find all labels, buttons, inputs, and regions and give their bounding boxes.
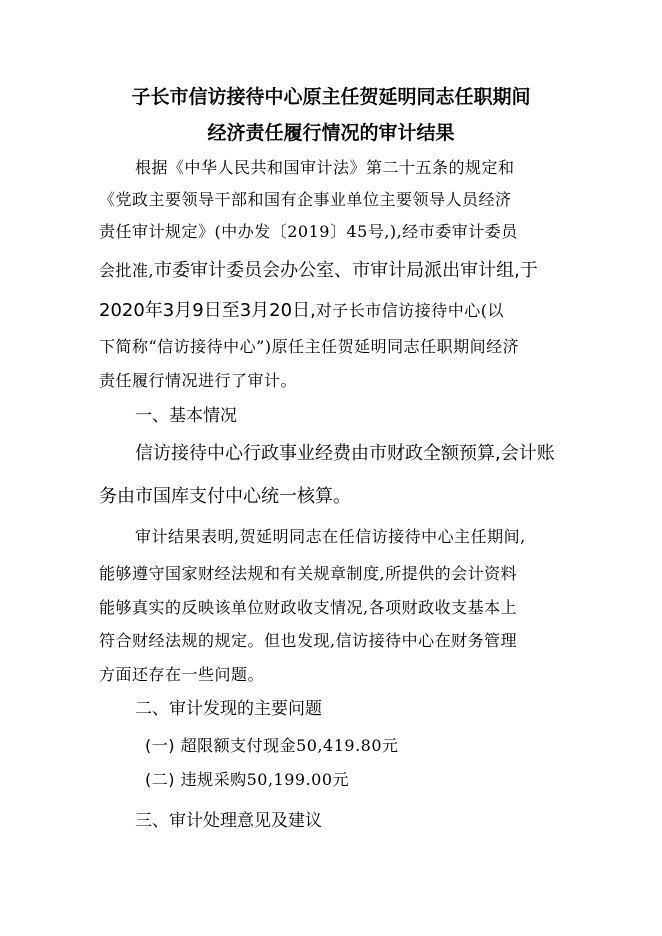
result-line-2: 能够遵守国家财经法规和有关规章制度,所提供的会计资料 — [99, 564, 518, 583]
section-2-item-2-text: 违规采购50,199.00元 — [180, 770, 350, 789]
intro-line-2: 《党政主要领导干部和国有企事业单位主要领导人员经济 — [99, 190, 512, 209]
intro-line-5-part-a: 2020年3月9日至3月20日, — [99, 300, 316, 321]
intro-line-7: 责任履行情况进行了审计。 — [99, 371, 298, 390]
intro-line-4 — [99, 256, 538, 282]
section-2-item-1-number: (一) — [145, 736, 175, 755]
section-1-paragraph-line-2: 务由市国库支付中心统一核算。 — [99, 486, 351, 507]
section-3-heading: 三、审计处理意见及建议 — [135, 811, 322, 831]
document-title-line-1: 子长市信访接待中心原主任贺延明同志任职期间 — [131, 86, 531, 108]
section-2-item-1-text: 超限额支付现金50,419.80元 — [180, 736, 399, 755]
intro-line-5 — [99, 296, 504, 322]
document-title-line-2: 经济责任履行情况的审计结果 — [207, 122, 455, 144]
result-line-5: 方面还存在一些问题。 — [99, 665, 265, 684]
section-1-paragraph-line-1: 信访接待中心行政事业经费由市财政全额预算,会计账 — [135, 443, 555, 464]
intro-line-4-part-a: 会批准, — [99, 261, 155, 280]
intro-line-4-part-b: 市委审计委员会办公室、市审计局派出审计组,于 — [154, 260, 538, 281]
intro-line-3: 责任审计规定》(中办发〔2019〕45号,),经市委审计委员 — [99, 222, 518, 241]
section-2-item-1 — [145, 733, 399, 756]
intro-line-6: 下简称“信访接待中心”)原任主任贺延明同志任职期间经济 — [99, 337, 520, 356]
section-2-heading: 二、审计发现的主要问题 — [135, 699, 322, 719]
result-line-3: 能够真实的反映该单位财政收支情况,各项财政收支基本上 — [99, 598, 518, 617]
intro-line-5-part-b: 对子长市信访接待中心(以 — [315, 301, 505, 320]
result-line-4: 符合财经法规的规定。但也发现,信访接待中心在财务管理 — [99, 631, 518, 650]
section-1-heading: 一、基本情况 — [135, 406, 237, 426]
intro-line-1: 根据《中华人民共和国审计法》第二十五条的规定和 — [135, 158, 515, 177]
section-2-item-2 — [145, 767, 349, 790]
result-line-1: 审计结果表明,贺延明同志在任信访接待中心主任期间, — [135, 527, 526, 546]
section-2-item-2-number: (二) — [145, 770, 175, 789]
